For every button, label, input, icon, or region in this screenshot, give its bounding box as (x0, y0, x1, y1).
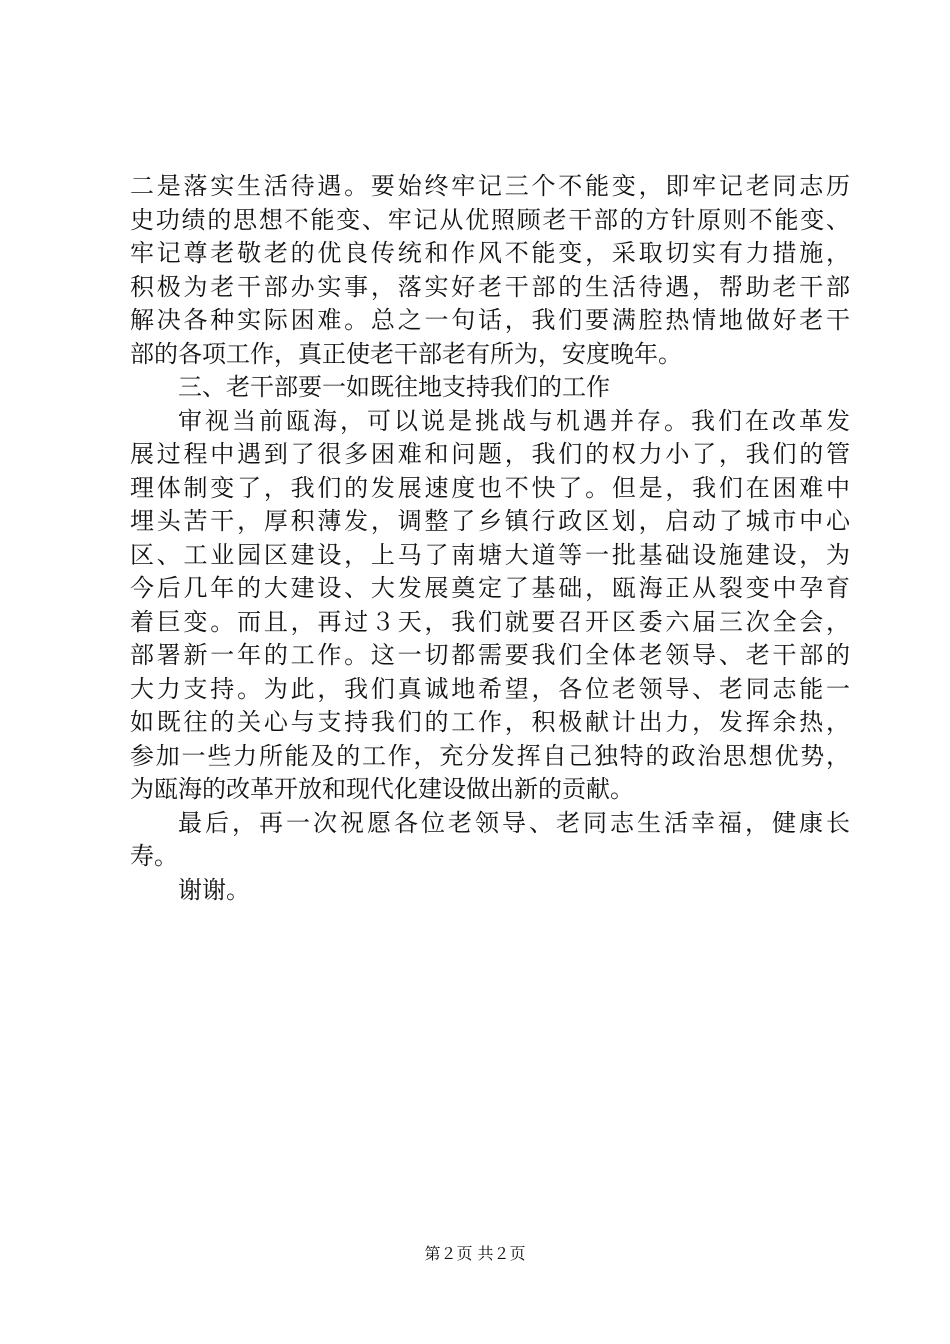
text-line: 牢记尊老敬老的优良传统和作风不能变，采取切实有力措施， (130, 239, 850, 267)
page-footer (0, 1244, 950, 1264)
text-line: 参加一些力所能及的工作，充分发挥自己独特的政治思想优势， (130, 741, 850, 770)
text-line: 埋头苦干，厚积薄发，调整了乡镇行政区划，启动了城市中心 (130, 507, 850, 535)
text-line: 部的各项工作，真正使老干部老有所为，安度晚年。 (130, 339, 682, 368)
paragraph-challenges (130, 405, 850, 807)
text-line: 史功绩的思想不能变、牢记从优照顾老干部的方针原则不能变、 (130, 205, 850, 234)
text-line: 解决各种实际困难。总之一句话，我们要满腔热情地做好老干 (130, 306, 850, 334)
text-line: 部署新一年的工作。这一切都需要我们全体老领导、老干部的 (130, 641, 850, 669)
page-number-label: 第２页 共２页 (424, 1244, 526, 1263)
text-line: 谢谢。 (178, 875, 250, 904)
text-line: 区、工业园区建设，上马了南塘大道等一批基础设施建设，为 (130, 540, 850, 569)
paragraph-thanks (130, 874, 850, 908)
text-line: 积极为老干部办实事，落实好老干部的生活待遇，帮助老干部 (130, 272, 850, 301)
paragraph-living-benefits (130, 170, 850, 371)
text-line: 最后，再一次祝愿各位老领导、老同志生活幸福，健康长 (178, 808, 850, 837)
text-line: 理体制变了，我们的发展速度也不快了。但是，我们在困难中 (130, 473, 850, 502)
text-line: 今后几年的大建设、大发展奠定了基础，瓯海正从裂变中孕育 (130, 574, 850, 602)
heading-text: 三、老干部要一如既往地支持我们的工作 (178, 373, 610, 401)
text-line: 审视当前瓯海，可以说是挑战与机遇并存。我们在改革发 (178, 406, 850, 435)
text-line: 如既往的关心与支持我们的工作，积极献计出力，发挥余热， (130, 708, 850, 736)
text-line: 展过程中遇到了很多困难和问题，我们的权力小了，我们的管 (130, 440, 850, 468)
section-heading (130, 371, 850, 405)
text-line: 二是落实生活待遇。要始终牢记三个不能变，即牢记老同志历 (130, 172, 850, 200)
text-line: 大力支持。为此，我们真诚地希望，各位老领导、老同志能一 (130, 674, 850, 703)
paragraph-closing-wishes (130, 807, 850, 874)
text-line: 为瓯海的改革开放和现代化建设做出新的贡献。 (130, 775, 634, 803)
document-body (130, 170, 850, 907)
text-line: 着巨变。而且，再过３天，我们就要召开区委六届三次全会， (130, 607, 850, 636)
text-line: 寿。 (130, 842, 178, 870)
